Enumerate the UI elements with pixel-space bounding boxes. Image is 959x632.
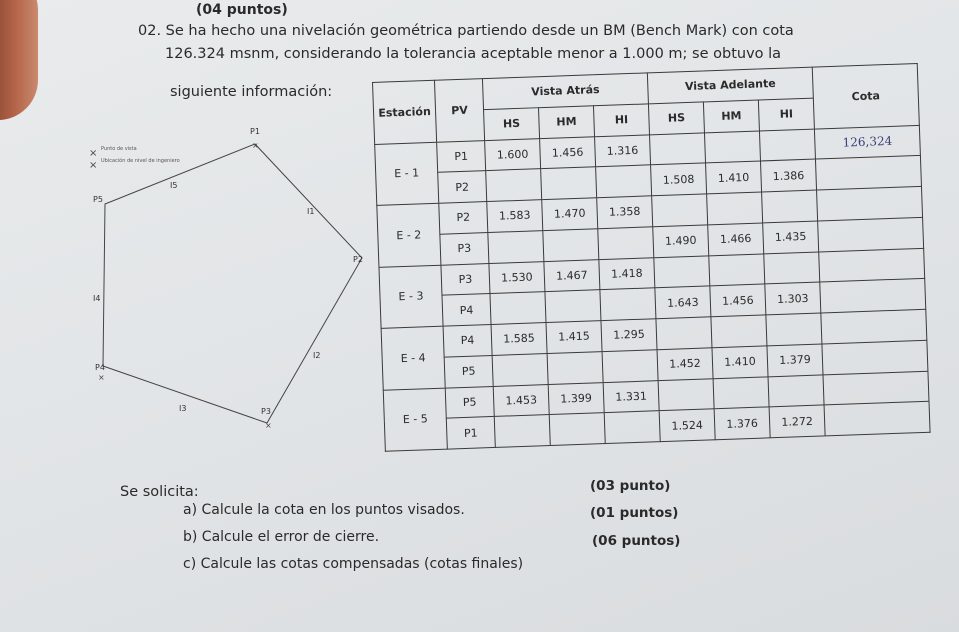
cota-cell — [824, 402, 930, 436]
header-hs-atras: HS — [484, 107, 540, 140]
hi-back-cell: 1.295 — [601, 319, 657, 352]
legend-instrument: Ubicación de nivel de ingeniero — [101, 158, 180, 164]
station-cell: E - 1 — [375, 142, 439, 206]
hi-back-cell: 1.316 — [595, 134, 651, 167]
hi-back-cell-empty — [602, 349, 658, 382]
hs-back-cell: 1.453 — [493, 384, 549, 417]
pv-fore-cell: P2 — [438, 171, 487, 203]
diagram-station-i3: I3 — [179, 404, 187, 413]
hm-fore-cell-empty — [713, 376, 769, 409]
cota-cell — [819, 248, 925, 282]
header-hi-atras: HI — [593, 104, 649, 137]
cota-cell — [821, 309, 927, 343]
hm-fore-cell-empty — [707, 192, 763, 225]
pv-fore-cell: P3 — [440, 232, 489, 264]
diagram-station-i2: I2 — [313, 351, 321, 360]
hm-back-cell: 1.415 — [546, 321, 602, 354]
hm-back-cell-empty — [547, 351, 603, 384]
hi-fore-cell-empty — [762, 190, 818, 223]
pv-back-cell: P1 — [437, 140, 486, 172]
diagram-station-i1: I1 — [307, 207, 315, 216]
header-hi-adelante: HI — [758, 98, 814, 131]
hs-fore-cell-empty — [658, 378, 714, 411]
hi-fore-cell-empty — [766, 313, 822, 346]
hs-fore-cell: 1.508 — [651, 163, 707, 196]
hi-back-cell-empty — [604, 411, 660, 444]
hm-fore-cell: 1.456 — [710, 284, 766, 317]
hi-fore-cell: 1.435 — [763, 221, 819, 254]
hs-fore-cell-empty — [652, 194, 708, 227]
solicita-label: Se solicita: — [120, 484, 199, 500]
diagram-point-p1: P1 — [250, 127, 260, 136]
hs-fore-cell: 1.643 — [655, 286, 711, 319]
legend-viewpoint: Punto de vista — [101, 146, 137, 152]
leveling-polygon-diagram — [85, 118, 385, 438]
pv-back-cell: P5 — [445, 386, 494, 418]
header-vista-atras: Vista Atrás — [482, 73, 648, 109]
diagram-point-p3: P3 — [261, 407, 271, 416]
pv-fore-cell: P4 — [442, 294, 491, 326]
question-a-points: (03 punto) — [590, 478, 671, 494]
question-c: c) Calcule las cotas compensadas (cotas finales) — [183, 556, 524, 572]
points-label: (04 puntos) — [196, 2, 288, 18]
hi-back-cell-empty — [596, 165, 652, 198]
hm-back-cell: 1.399 — [548, 382, 604, 415]
problem-text-line-3: siguiente información: — [170, 84, 333, 100]
hs-back-cell: 1.585 — [491, 323, 547, 356]
svg-text:×: × — [89, 160, 98, 171]
hi-fore-cell-empty — [768, 374, 824, 407]
hs-fore-cell-empty — [656, 317, 712, 350]
hi-back-cell-empty — [600, 288, 656, 321]
pv-fore-cell: P1 — [446, 417, 495, 449]
hi-back-cell-empty — [598, 227, 654, 260]
leveling-table — [372, 63, 930, 452]
header-hm-adelante: HM — [703, 100, 759, 133]
header-vista-adelante: Vista Adelante — [647, 67, 813, 103]
hi-fore-cell: 1.303 — [765, 282, 821, 315]
cota-cell — [818, 217, 924, 251]
cota-cell — [817, 186, 923, 220]
hs-back-cell: 1.530 — [489, 261, 545, 294]
hm-fore-cell-empty — [709, 253, 765, 286]
cota-cell — [815, 156, 921, 190]
hm-fore-cell: 1.376 — [714, 407, 770, 440]
hs-fore-cell: 1.524 — [659, 409, 715, 442]
hs-fore-cell-empty — [649, 132, 705, 165]
hm-fore-cell: 1.410 — [706, 161, 762, 194]
diagram-station-i4: I4 — [93, 294, 101, 303]
hi-fore-cell: 1.272 — [769, 405, 825, 438]
hs-back-cell-empty — [494, 415, 550, 448]
header-estacion: Estación — [373, 80, 437, 144]
question-b: b) Calcule el error de cierre. — [183, 529, 380, 545]
station-cell: E - 2 — [377, 203, 441, 267]
hs-fore-cell: 1.490 — [653, 225, 709, 258]
hm-back-cell-empty — [543, 228, 599, 261]
question-a: a) Calcule la cota en los puntos visados. — [183, 502, 465, 518]
hm-back-cell: 1.467 — [544, 259, 600, 292]
hm-back-cell-empty — [549, 413, 605, 446]
hi-fore-cell-empty — [759, 129, 815, 162]
svg-text:×: × — [252, 141, 259, 150]
problem-text-line-2: 126.324 msnm, considerando la tolerancia aceptable menor a 1.000 m; se obtuvo la — [165, 46, 782, 62]
hs-back-cell-empty — [492, 353, 548, 386]
question-c-points: (06 puntos) — [592, 533, 681, 549]
hm-back-cell: 1.456 — [540, 136, 596, 169]
hi-fore-cell: 1.386 — [761, 159, 817, 192]
svg-text:×: × — [265, 421, 272, 430]
hs-back-cell-empty — [490, 292, 546, 325]
station-cell: E - 3 — [379, 265, 443, 329]
finger-shadow — [0, 0, 38, 120]
hi-fore-cell: 1.379 — [767, 344, 823, 377]
diagram-point-p2: P2 — [353, 255, 363, 264]
pv-back-cell: P4 — [443, 324, 492, 356]
diagram-point-p4: P4 — [95, 363, 105, 372]
hm-fore-cell: 1.466 — [708, 223, 764, 256]
hm-back-cell-empty — [541, 167, 597, 200]
pv-back-cell: P2 — [439, 202, 488, 234]
hm-back-cell: 1.470 — [542, 198, 598, 231]
diagram-point-p5: P5 — [93, 195, 103, 204]
hs-back-cell-empty — [488, 230, 544, 263]
hm-fore-cell: 1.410 — [712, 346, 768, 379]
hi-fore-cell-empty — [764, 252, 820, 285]
hi-back-cell: 1.331 — [603, 380, 659, 413]
header-pv: PV — [434, 79, 484, 142]
pv-fore-cell: P5 — [444, 355, 493, 387]
bm-cota-cell: 126,324 — [814, 125, 920, 159]
hm-back-cell-empty — [545, 290, 601, 323]
hs-back-cell: 1.583 — [487, 200, 543, 233]
station-cell: E - 4 — [381, 326, 445, 390]
hs-fore-cell: 1.452 — [657, 348, 713, 381]
cota-cell — [822, 340, 928, 374]
cota-cell — [820, 279, 926, 313]
cota-cell — [823, 371, 929, 405]
hs-back-cell-empty — [486, 169, 542, 202]
header-hs-adelante: HS — [648, 102, 704, 135]
svg-text:×: × — [89, 148, 98, 159]
svg-text:×: × — [98, 373, 105, 382]
hi-back-cell: 1.418 — [599, 257, 655, 290]
hi-back-cell: 1.358 — [597, 196, 653, 229]
hm-fore-cell-empty — [711, 315, 767, 348]
header-cota: Cota — [812, 63, 919, 128]
question-b-points: (01 puntos) — [590, 505, 679, 521]
hs-back-cell: 1.600 — [485, 138, 541, 171]
station-cell: E - 5 — [383, 388, 447, 452]
hm-fore-cell-empty — [704, 131, 760, 164]
pv-back-cell: P3 — [441, 263, 490, 295]
hs-fore-cell-empty — [654, 255, 710, 288]
header-hm-atras: HM — [538, 106, 594, 139]
problem-text-line-1: 02. Se ha hecho una nivelación geométrica partiendo desde un BM (Bench Mark) con cota — [138, 23, 794, 39]
diagram-station-i5: I5 — [170, 181, 178, 190]
